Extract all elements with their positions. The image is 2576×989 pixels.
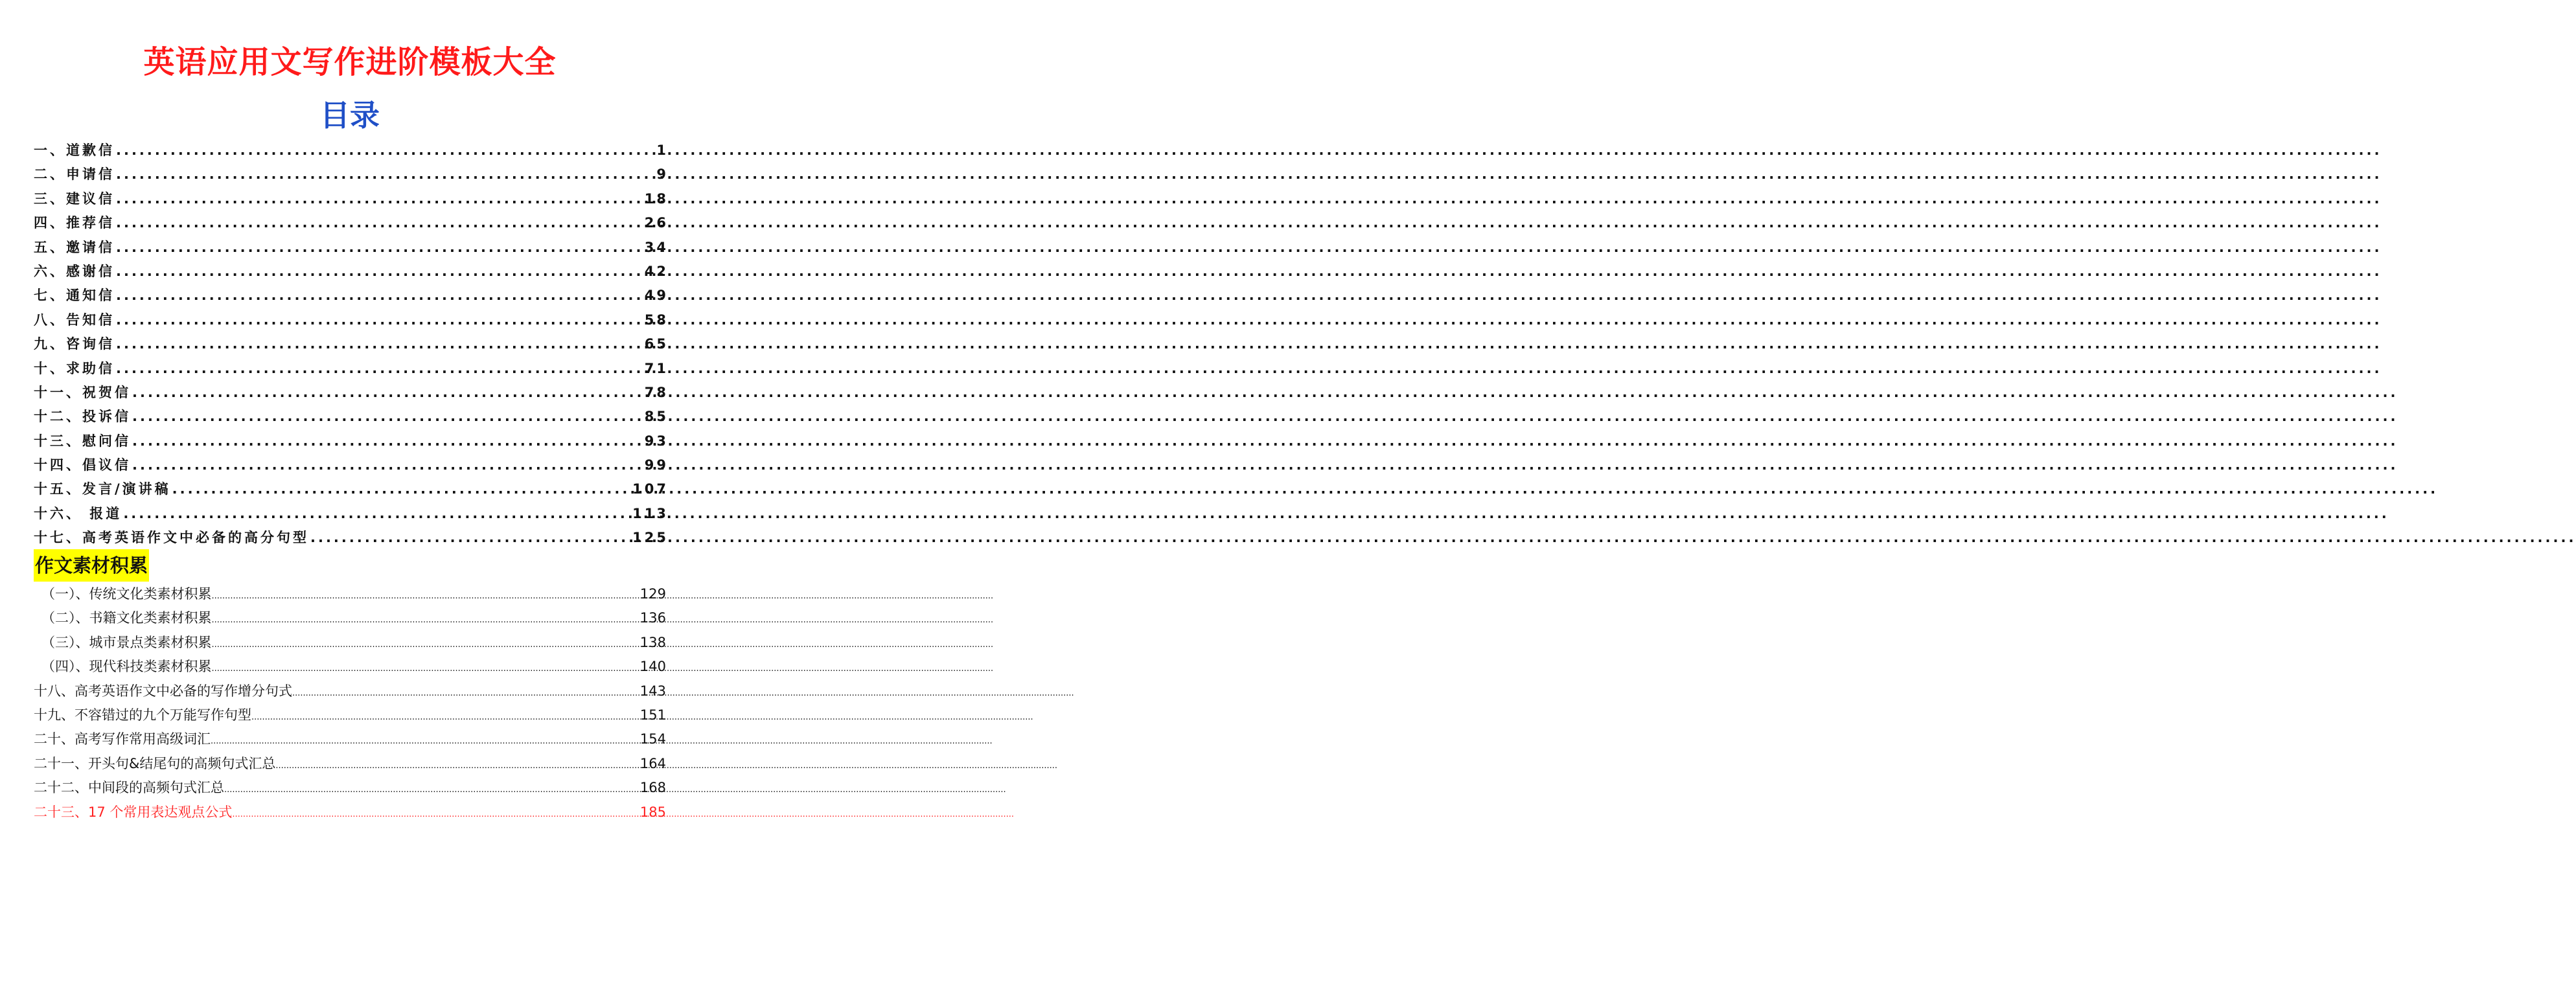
toc-entry-label: 八、告知信: [34, 312, 115, 328]
toc-dot-leader: [116, 357, 643, 381]
toc-dot-leader: [116, 139, 655, 163]
toc-dot-leader: [292, 681, 640, 705]
toc-entry-page-number: 164: [639, 755, 666, 771]
toc-entry[interactable]: [34, 357, 669, 381]
toc-entry-label: 十、求助信: [34, 360, 115, 376]
toc-entry-label: （四）、现代科技类素材积累: [41, 659, 212, 675]
toc-dot-leader: [132, 453, 643, 477]
toc-entry[interactable]: [34, 502, 669, 526]
toc-dot-leader: [116, 236, 643, 260]
toc-entry-label: 十二、投诉信: [34, 409, 131, 425]
toc-entry-page-number: 129: [639, 586, 666, 602]
toc-entry[interactable]: [34, 477, 669, 501]
toc-entry[interactable]: [34, 332, 669, 356]
toc-entry[interactable]: [34, 163, 669, 187]
toc-entry[interactable]: [34, 381, 669, 405]
toc-dot-leader: [211, 729, 640, 753]
toc-entry-page-number: 151: [639, 707, 666, 723]
toc-dot-leader: [212, 633, 640, 657]
toc-entry[interactable]: [34, 260, 669, 284]
toc-entry-page-number: 49: [644, 288, 669, 304]
toc-dot-leader: [224, 778, 640, 802]
toc-entry-page-number: 125: [632, 530, 669, 546]
toc-entry-label: 四、推荐信: [34, 215, 115, 231]
toc-entry-page-number: 42: [644, 263, 669, 279]
toc-sub-list: [34, 582, 666, 824]
toc-entry-page-number: 140: [639, 659, 666, 675]
document-page: [0, 0, 700, 989]
toc-entry-page-number: 136: [639, 610, 666, 626]
toc-dot-leader: [116, 332, 643, 356]
toc-entry[interactable]: [34, 582, 666, 606]
toc-entry-page-number: 185: [639, 804, 666, 820]
toc-entry-label: 十七、高考英语作文中必备的高分句型: [34, 530, 309, 546]
toc-entry-label: 二十、高考写作常用高级词汇: [34, 731, 211, 747]
toc-entry-label: 十三、慰问信: [34, 433, 131, 449]
toc-entry-label: 六、感谢信: [34, 263, 115, 279]
toc-dot-leader: [132, 429, 643, 453]
document-title: 英语应用文写作进阶模板大全: [143, 44, 557, 80]
toc-main-list: [34, 139, 669, 551]
toc-entry[interactable]: [34, 776, 666, 800]
toc-entry-label: 二十一、开头句&结尾句的高频句式汇总: [34, 755, 276, 771]
toc-entry-label: 十五、发言/演讲稿: [34, 481, 171, 497]
toc-entry-label: 七、通知信: [34, 288, 115, 304]
toc-entry-label: （二）、书籍文化类素材积累: [41, 610, 212, 626]
toc-entry-page-number: 107: [632, 481, 669, 497]
toc-entry[interactable]: [34, 801, 666, 824]
toc-entry-page-number: 1: [656, 142, 669, 158]
toc-entry-page-number: 65: [644, 336, 669, 352]
toc-title: 目录: [320, 98, 380, 133]
toc-entry[interactable]: [34, 727, 666, 751]
toc-entry-label: （三）、城市景点类素材积累: [41, 634, 212, 650]
toc-entry-page-number: 78: [644, 384, 669, 400]
toc-dot-leader: [212, 657, 640, 681]
toc-entry-label: 五、邀请信: [34, 239, 115, 255]
toc-entry-page-number: 9: [656, 166, 669, 183]
toc-entry-page-number: 154: [639, 731, 666, 747]
toc-dot-leader: [116, 260, 643, 284]
section-heading-highlighted: 作文素材积累: [34, 549, 149, 582]
toc-entry-label: 二十二、中间段的高频句式汇总: [34, 780, 224, 796]
toc-entry-page-number: 26: [644, 215, 669, 231]
toc-dot-leader: [116, 284, 643, 308]
toc-dot-leader: [123, 502, 631, 526]
toc-entry-label: 二、申请信: [34, 166, 115, 183]
toc-dot-leader: [275, 754, 640, 778]
toc-dot-leader: [116, 163, 655, 187]
toc-dot-leader: [132, 405, 643, 429]
toc-entry[interactable]: [34, 679, 666, 703]
toc-entry-page-number: 99: [644, 457, 669, 473]
toc-entry[interactable]: [34, 655, 666, 679]
toc-entry-label: 二十三、17 个常用表达观点公式: [34, 804, 233, 820]
toc-entry-label: 十九、不容错过的九个万能写作句型: [34, 707, 251, 723]
toc-entry-label: 十四、倡议信: [34, 457, 131, 473]
toc-entry-page-number: 168: [639, 780, 666, 796]
toc-dot-leader: [132, 381, 643, 405]
toc-entry-label: （一）、传统文化类素材积累: [41, 586, 212, 602]
toc-entry-page-number: 143: [639, 683, 666, 699]
toc-entry-label: 十六、 报道: [34, 505, 122, 521]
toc-entry[interactable]: [34, 236, 669, 260]
toc-entry-page-number: 93: [644, 433, 669, 449]
toc-entry[interactable]: [34, 752, 666, 776]
toc-entry-label: 一、道歉信: [34, 142, 115, 158]
toc-dot-leader: [116, 211, 643, 235]
toc-entry-page-number: 34: [644, 239, 669, 255]
toc-entry-label: 九、咨询信: [34, 336, 115, 352]
toc-dot-leader: [116, 308, 643, 332]
toc-dot-leader: [212, 584, 640, 608]
toc-dot-leader: [172, 477, 631, 501]
toc-entry[interactable]: [34, 429, 669, 453]
toc-entry[interactable]: [34, 211, 669, 235]
toc-entry-page-number: 138: [639, 634, 666, 650]
toc-entry[interactable]: [34, 284, 669, 308]
toc-entry[interactable]: [34, 526, 669, 550]
toc-dot-leader: [212, 608, 640, 632]
toc-entry-page-number: 18: [644, 190, 669, 207]
toc-entry[interactable]: [34, 308, 669, 332]
toc-entry-page-number: 71: [644, 360, 669, 376]
toc-entry-label: 十一、祝贺信: [34, 384, 131, 400]
toc-dot-leader: [310, 526, 631, 550]
toc-entry[interactable]: [34, 631, 666, 655]
toc-entry[interactable]: [34, 606, 666, 630]
toc-entry[interactable]: [34, 703, 666, 727]
toc-dot-leader: [251, 705, 640, 729]
toc-entry-label: 三、建议信: [34, 190, 115, 207]
toc-dot-leader: [116, 187, 643, 211]
toc-entry-page-number: 85: [644, 409, 669, 425]
toc-entry-page-number: 113: [632, 505, 669, 521]
toc-entry[interactable]: [34, 139, 669, 163]
toc-entry[interactable]: [34, 453, 669, 477]
toc-entry[interactable]: [34, 187, 669, 211]
toc-entry-page-number: 58: [644, 312, 669, 328]
toc-dot-leader: [232, 802, 640, 826]
toc-entry-label: 十八、高考英语作文中必备的写作增分句式: [34, 683, 292, 699]
toc-entry[interactable]: [34, 405, 669, 429]
